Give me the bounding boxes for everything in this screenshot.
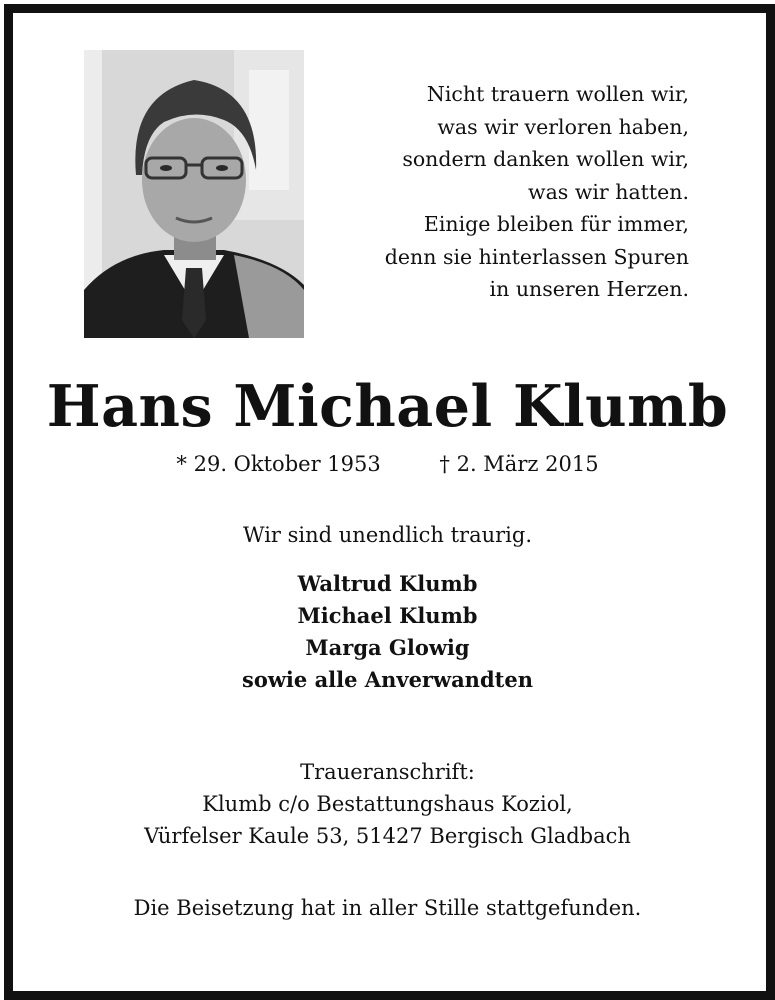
address-label: Traueranschrift:	[300, 760, 475, 784]
poem-line: denn sie hinterlassen Spuren	[384, 244, 689, 269]
poem-line: Einige bleiben für immer,	[423, 212, 689, 236]
death-date: † 2. März 2015	[439, 452, 599, 476]
poem-line: was wir hatten.	[528, 179, 689, 204]
mourner-name: Michael Klumb	[297, 603, 478, 628]
poem-line: was wir verloren haben,	[437, 114, 689, 139]
burial-note: Die Beisetzung hat in aller Stille stattgefunden.	[133, 896, 642, 920]
grief-message: Wir sind unendlich traurig.	[242, 523, 533, 547]
mourner-name: sowie alle Anverwandten	[242, 667, 533, 692]
address-line: Vürfelser Kaule 53, 51427 Bergisch Gladbach	[144, 824, 631, 848]
address-line: Klumb c/o Bestattungshaus Koziol,	[202, 792, 573, 816]
mourner-name: Waltrud Klumb	[297, 571, 478, 596]
mourner-name: Marga Glowig	[305, 635, 470, 660]
portrait-illustration	[84, 50, 304, 338]
poem-line: in unseren Herzen.	[489, 277, 689, 301]
mourning-address	[0, 756, 775, 852]
birth-date: * 29. Oktober 1953	[176, 452, 381, 476]
mourners-list	[0, 568, 775, 696]
poem-line: sondern danken wollen wir,	[402, 147, 689, 171]
deceased-name: Hans Michael Klumb	[46, 373, 729, 440]
life-dates	[0, 449, 775, 479]
poem-quote	[309, 78, 689, 306]
portrait-photo	[84, 50, 304, 338]
poem-line: Nicht trauern wollen wir,	[426, 82, 689, 106]
